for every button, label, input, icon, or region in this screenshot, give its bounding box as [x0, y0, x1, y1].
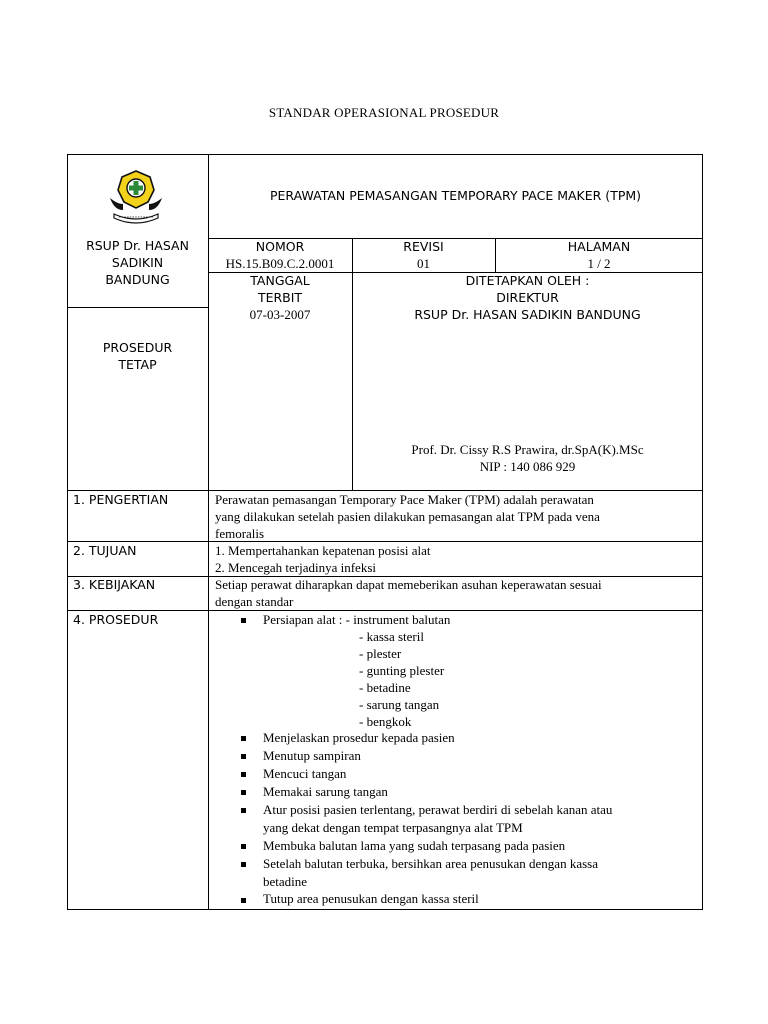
procedure-step: Tutup area penusukan dengan kassa steril	[263, 891, 479, 906]
ditetapkan-line-3: RSUP Dr. HASAN SADIKIN BANDUNG	[414, 307, 641, 322]
bullet-icon	[241, 790, 246, 795]
procedure-step: Setelah balutan terbuka, bersihkan area penusukan dengan kassa	[263, 856, 598, 871]
document-title: STANDAR OPERASIONAL PROSEDUR	[268, 105, 500, 120]
procedure-step: Menjelaskan prosedur kepada pasien	[263, 730, 455, 745]
tool-item: - sarung tangan	[359, 697, 440, 712]
section-label-line-2: TETAP	[118, 357, 157, 372]
tool-item: - betadine	[359, 680, 411, 695]
tanggal-label-line-2: TERBIT	[257, 290, 303, 305]
bullet-icon	[241, 736, 246, 741]
bullet-icon	[241, 618, 246, 623]
kebijakan-line-2: dengan standar	[215, 594, 294, 609]
procedure-step-continued: betadine	[263, 874, 308, 889]
section-label-line-1: PROSEDUR	[102, 340, 173, 355]
pengertian-line-1: Perawatan pemasangan Temporary Pace Maker (TPM) adalah perawatan	[215, 492, 594, 507]
pengertian-label: 1. PENGERTIAN	[73, 492, 169, 507]
nomor-value: HS.15.B09.C.2.0001	[225, 256, 335, 271]
ditetapkan-line-2: DIREKTUR	[496, 290, 559, 305]
tanggal-label-line-1: TANGGAL	[250, 273, 310, 288]
procedure-step: Atur posisi pasien terlentang, perawat berdiri di sebelah kanan atau	[263, 802, 613, 817]
nomor-label: NOMOR	[255, 239, 305, 254]
tujuan-label: 2. TUJUAN	[73, 543, 137, 558]
procedure-step: Membuka balutan lama yang sudah terpasang pada pasien	[263, 838, 566, 853]
bullet-icon	[241, 754, 246, 759]
row-divider-hospital	[67, 307, 208, 308]
tool-item: - gunting plester	[359, 663, 445, 678]
hospital-name-line-1: RSUP Dr. HASAN	[86, 238, 189, 253]
bullet-icon	[241, 898, 246, 903]
procedure-step-continued: yang dekat dengan tempat terpasangnya alat TPM	[263, 820, 523, 835]
tujuan-line-2: 2. Mencegah terjadinya infeksi	[215, 560, 376, 575]
bullet-icon	[241, 844, 246, 849]
row-divider-header-end	[67, 490, 703, 491]
procedure-step: Menutup sampiran	[263, 748, 361, 763]
tool-item: - plester	[359, 646, 402, 661]
sop-title: PERAWATAN PEMASANGAN TEMPORARY PACE MAKER (TPM)	[269, 188, 642, 203]
table-border-top	[67, 154, 703, 155]
hospital-name-line-2: SADIKIN	[111, 255, 164, 270]
prosedur-label: 4. PROSEDUR	[73, 612, 159, 627]
signatory-nip: NIP : 140 086 929	[479, 459, 576, 474]
revisi-label: REVISI	[403, 239, 444, 254]
kebijakan-label: 3. KEBIJAKAN	[73, 577, 156, 592]
bullet-icon	[241, 772, 246, 777]
row-divider-pengertian	[67, 541, 703, 542]
tool-item: - kassa steril	[359, 629, 424, 644]
bullet-icon	[241, 862, 246, 867]
kebijakan-line-1: Setiap perawat diharapkan dapat memeberikan asuhan keperawatan sesuai	[215, 577, 602, 592]
ditetapkan-line-1: DITETAPKAN OLEH :	[465, 273, 590, 288]
pengertian-line-2: yang dilakukan setelah pasien dilakukan pemasangan alat TPM pada vena	[215, 509, 600, 524]
persiapan-alat: Persiapan alat : - instrument balutan	[263, 612, 451, 627]
signatory-name: Prof. Dr. Cissy R.S Prawira, dr.SpA(K).MSc	[411, 442, 644, 457]
tujuan-line-1: 1. Mempertahankan kepatenan posisi alat	[215, 543, 431, 558]
hospital-name-line-3: BANDUNG	[105, 272, 170, 287]
procedure-step: Memakai sarung tangan	[263, 784, 388, 799]
pengertian-line-3: femoralis	[215, 526, 265, 541]
halaman-label: HALAMAN	[567, 239, 631, 254]
procedure-step: Mencuci tangan	[263, 766, 347, 781]
tanggal-value: 07-03-2007	[249, 307, 311, 322]
row-divider-kebijakan	[67, 610, 703, 611]
table-border-bottom	[67, 909, 703, 910]
sop-table	[67, 154, 703, 910]
hospital-logo-icon	[105, 168, 167, 226]
revisi-value: 01	[417, 256, 430, 271]
tool-item: - bengkok	[359, 714, 412, 729]
bullet-icon	[241, 808, 246, 813]
halaman-value: 1 / 2	[587, 256, 611, 271]
